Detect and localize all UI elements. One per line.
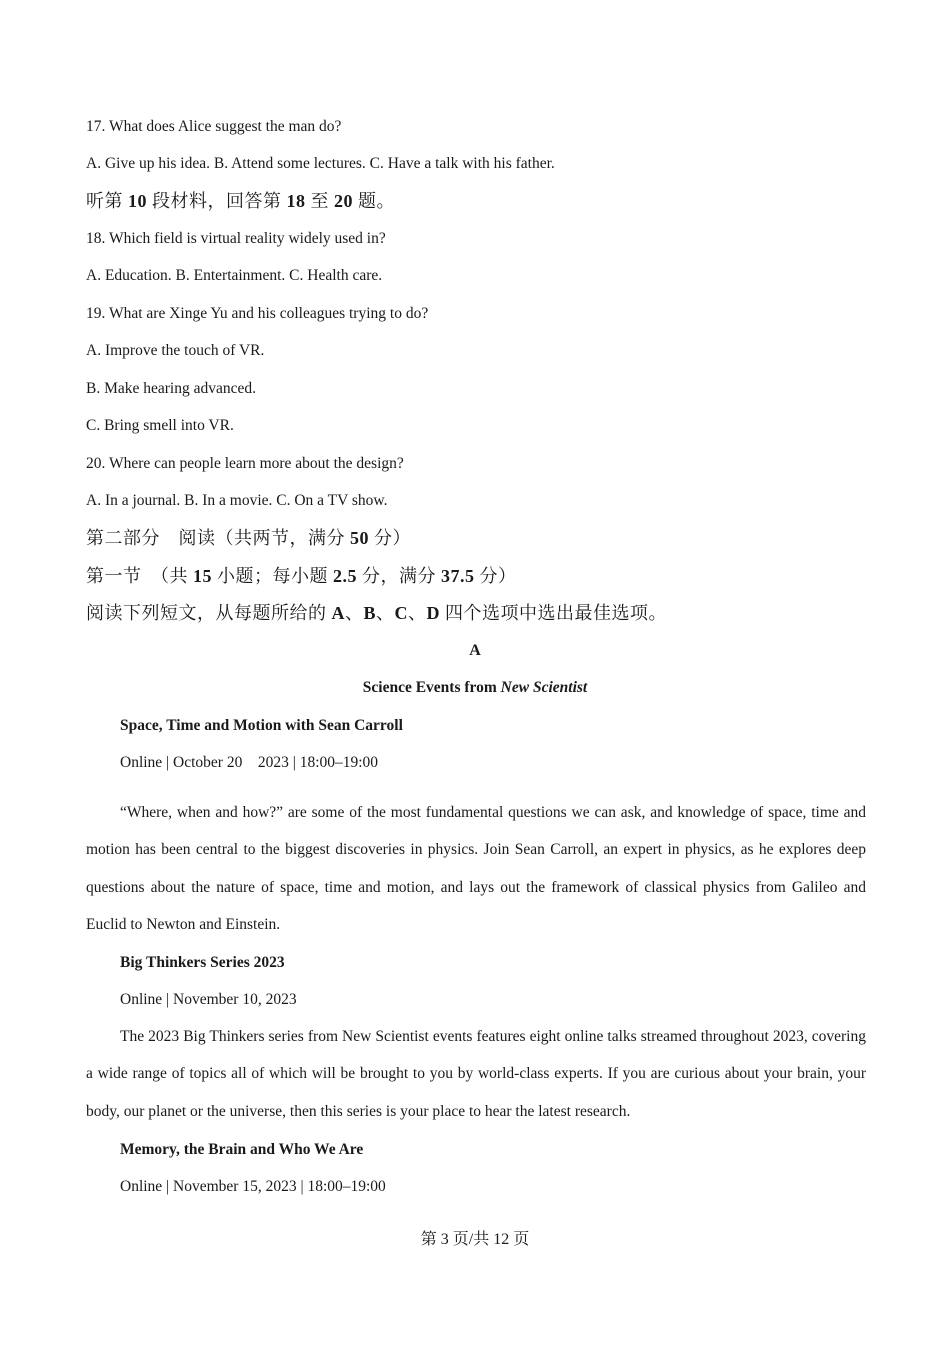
event-3-title: Memory, the Brain and Who We Are: [120, 1141, 364, 1158]
event-3-meta: Online | November 15, 2023 | 18:00–19:00: [120, 1178, 386, 1195]
reading-section-heading: 第一节 （共 15 小题；每小题 2.5 分，满分 37.5 分）: [86, 566, 517, 586]
reading-instruction: 阅读下列短文，从每题所给的 A、B、C、D 四个选项中选出最佳选项。: [86, 603, 668, 623]
event-2-title: Big Thinkers Series 2023: [120, 954, 285, 971]
passage-title: Science Events from New Scientist: [362, 679, 588, 696]
question-20-options: A. In a journal. B. In a movie. C. On a TV show.: [86, 492, 388, 509]
listening-section-10-heading: 听第 10 段材料，回答第 18 至 20 题。: [86, 191, 395, 211]
question-19: 19. What are Xinge Yu and his colleagues trying to do?: [86, 305, 429, 322]
question-20: 20. Where can people learn more about the design?: [86, 455, 404, 472]
event-2-body: The 2023 Big Thinkers series from New Scientist events features eight online talks streamed throughout 2023, covering a wide range of topics all of which will be brought to you by world-class experts. If you are curious about your brain, your body, our planet or the universe, then this series is your place to hear the latest research.: [86, 1028, 866, 1120]
event-1-body: “Where, when and how?” are some of the most fundamental questions we can ask, and knowledge of space, time and motion has been central to the biggest discoveries in physics. Join Sean Carroll, an expert in physics, as he explores deep questions about the nature of space, time and motion, and lays out the framework of classical physics from Galileo and Euclid to Newton and Einstein.: [86, 804, 866, 933]
question-18-options: A. Education. B. Entertainment. C. Health care.: [86, 267, 383, 284]
reading-part-heading: 第二部分 阅读（共两节，满分 50 分）: [86, 528, 411, 548]
question-19-option-b: B. Make hearing advanced.: [86, 380, 257, 397]
passage-letter: A: [469, 642, 481, 659]
question-18: 18. Which field is virtual reality widely used in?: [86, 230, 386, 247]
question-19-option-a: A. Improve the touch of VR.: [86, 342, 265, 359]
question-17: 17. What does Alice suggest the man do?: [86, 118, 342, 135]
page-footer: 第 3 页/共 12 页: [420, 1231, 530, 1248]
event-1-meta: Online | October 20 2023 | 18:00–19:00: [120, 754, 379, 771]
question-19-option-c: C. Bring smell into VR.: [86, 417, 234, 434]
event-1-title: Space, Time and Motion with Sean Carroll: [120, 717, 403, 734]
event-2-meta: Online | November 10, 2023: [120, 991, 297, 1008]
question-17-options: A. Give up his idea. B. Attend some lectures. C. Have a talk with his father.: [86, 155, 555, 172]
